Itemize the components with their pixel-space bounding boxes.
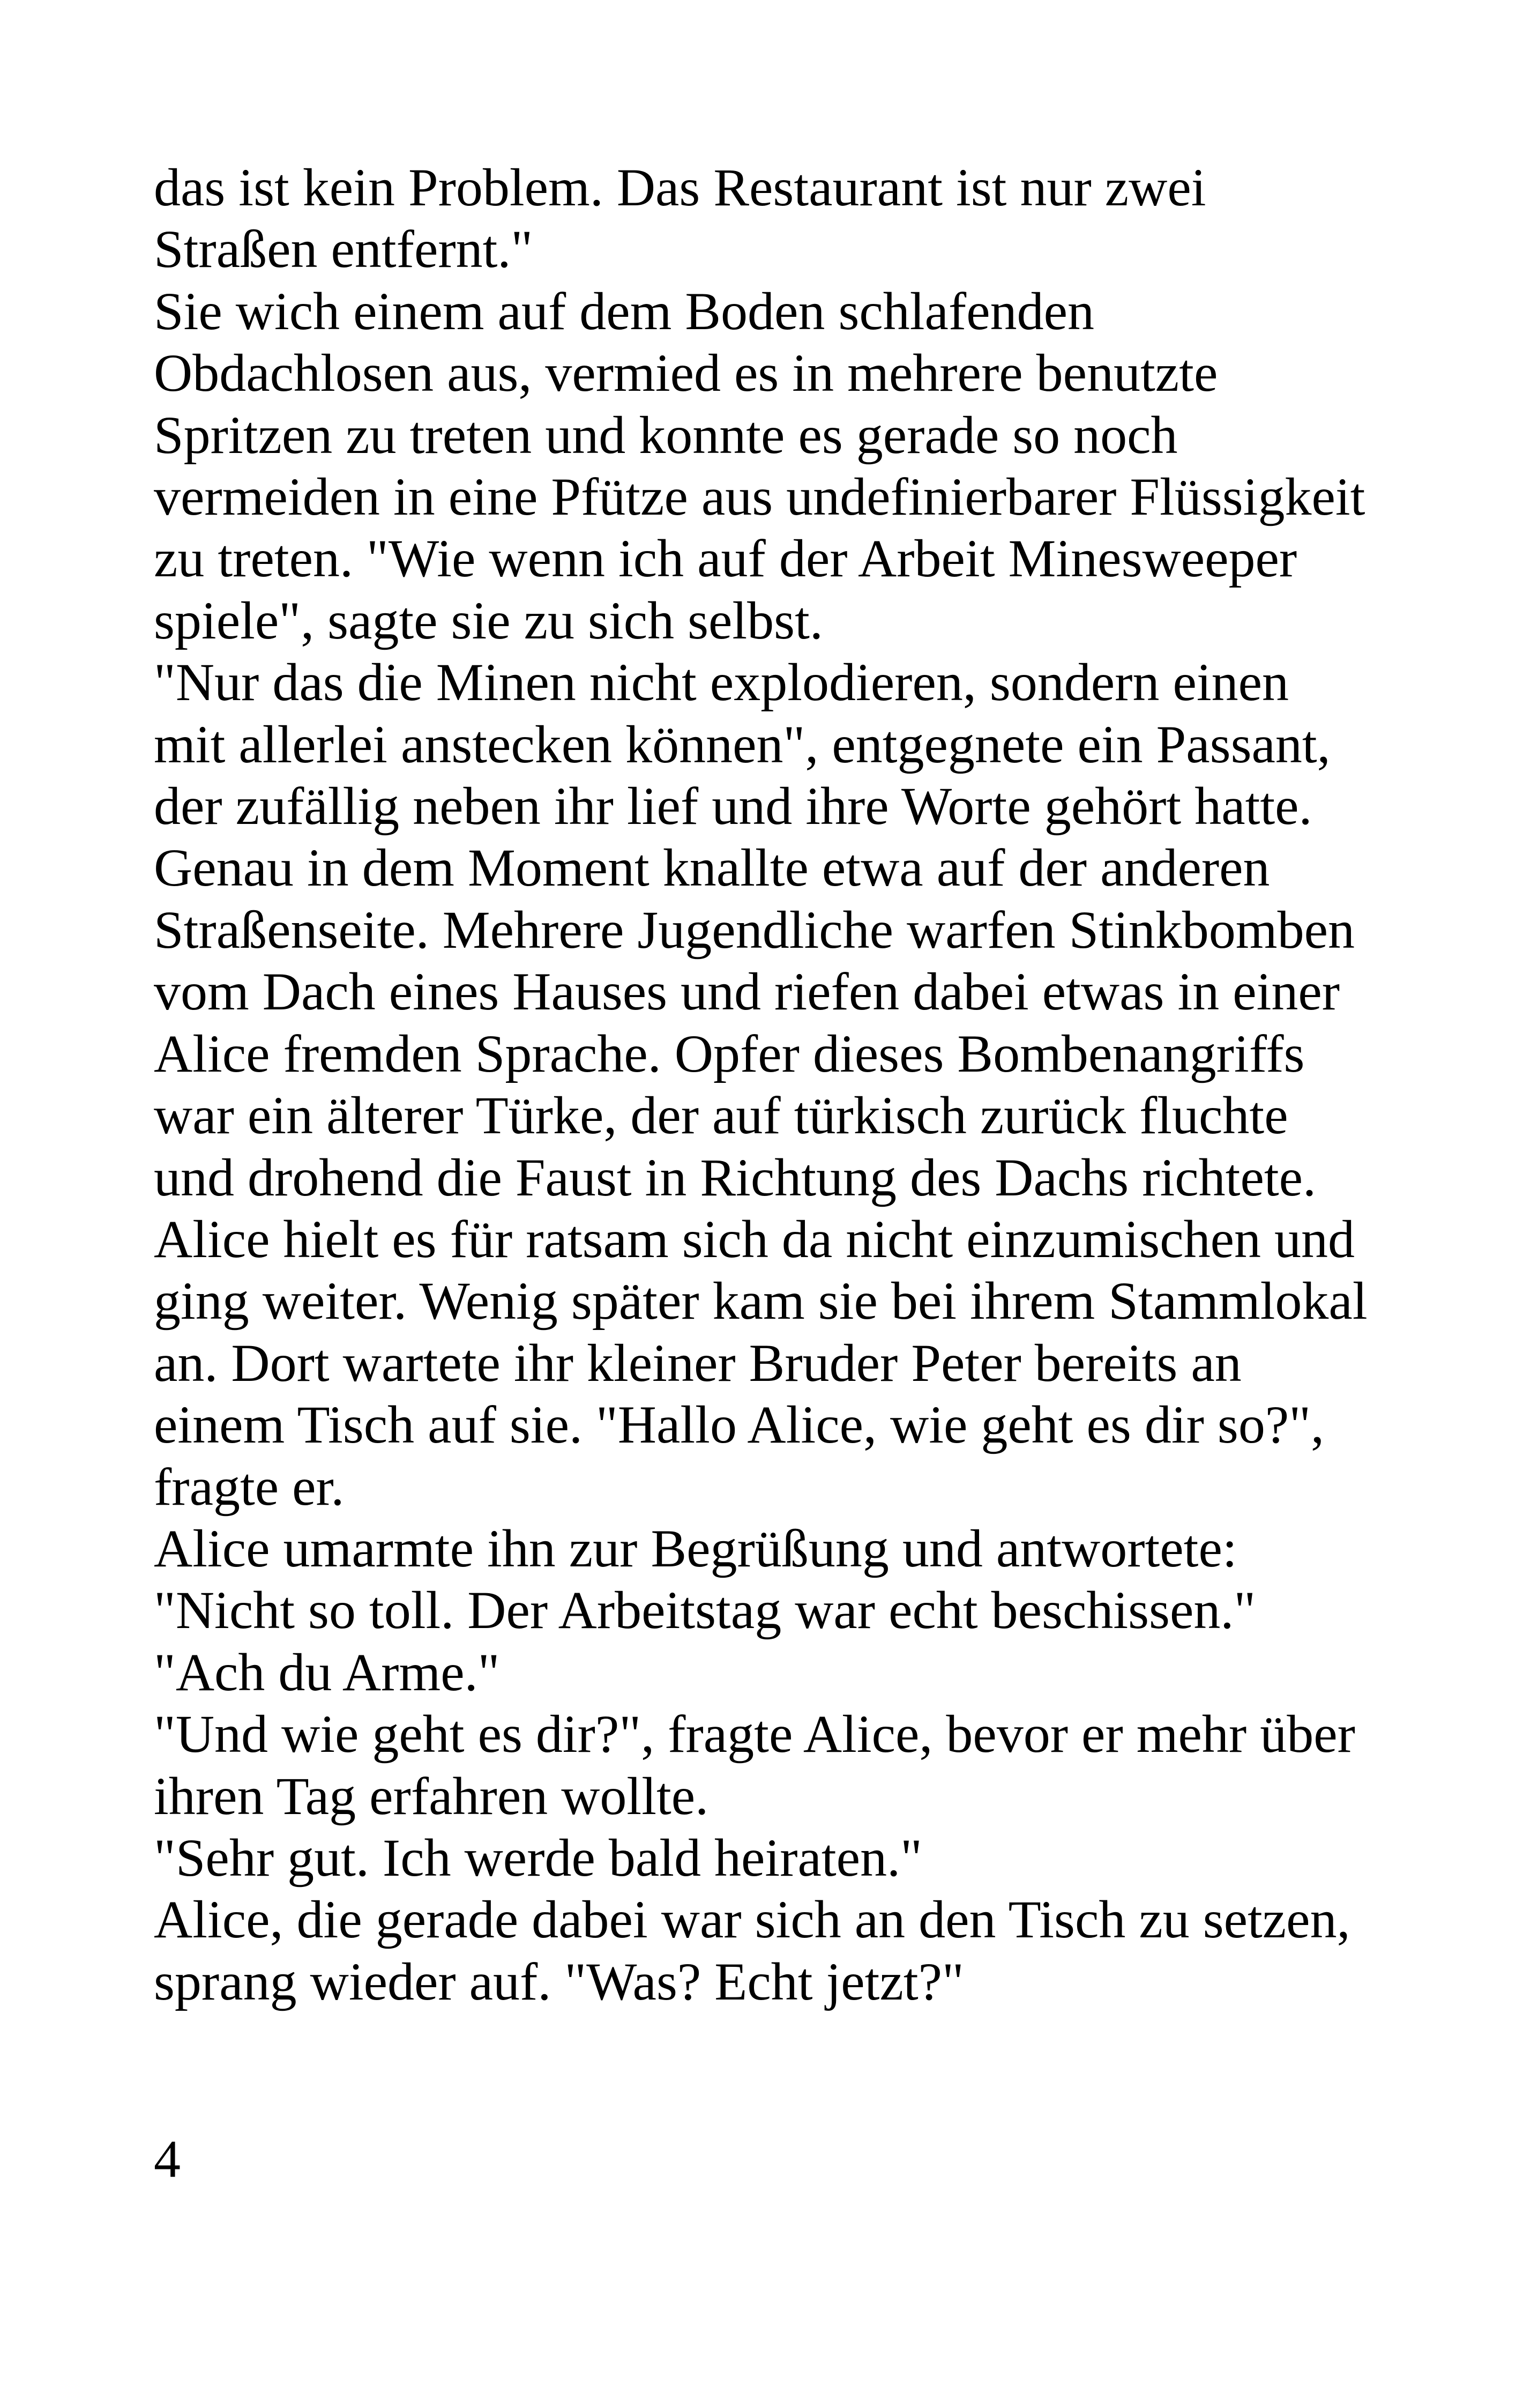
- text-line: Alice hielt es für ratsam sich da nicht einzumischen und: [154, 1209, 1355, 1269]
- text-line: Obdachlosen aus, vermied es in mehrere benutzte: [154, 343, 1218, 403]
- text-line: "Nicht so toll. Der Arbeitstag war echt beschissen.": [154, 1580, 1256, 1640]
- text-line: ihren Tag erfahren wollte.: [154, 1766, 709, 1826]
- body-text: [154, 157, 1408, 2012]
- text-line: Straßen entfernt.": [154, 219, 533, 279]
- text-line: "Und wie geht es dir?", fragte Alice, bevor er mehr über: [154, 1704, 1355, 1764]
- text-line: einem Tisch auf sie. "Hallo Alice, wie geht es dir so?",: [154, 1395, 1325, 1455]
- text-line: ging weiter. Wenig später kam sie bei ihrem Stammlokal: [154, 1271, 1368, 1331]
- text-line: an. Dort wartete ihr kleiner Bruder Peter bereits an: [154, 1333, 1242, 1393]
- text-line: "Nur das die Minen nicht explodieren, sondern einen: [154, 652, 1289, 712]
- text-line: spiele", sagte sie zu sich selbst.: [154, 590, 823, 650]
- text-line: sprang wieder auf. "Was? Echt jetzt?": [154, 1951, 964, 2011]
- text-line: mit allerlei anstecken können", entgegnete ein Passant,: [154, 714, 1331, 774]
- text-line: zu treten. "Wie wenn ich auf der Arbeit Minesweeper: [154, 529, 1297, 589]
- text-line: der zufällig neben ihr lief und ihre Worte gehört hatte.: [154, 776, 1312, 836]
- text-line: und drohend die Faust in Richtung des Dachs richtete.: [154, 1147, 1316, 1207]
- text-line: Straßenseite. Mehrere Jugendliche warfen Stinkbomben: [154, 900, 1355, 960]
- text-line: Alice fremden Sprache. Opfer dieses Bombenangriffs: [154, 1023, 1305, 1083]
- text-line: "Sehr gut. Ich werde bald heiraten.": [154, 1827, 922, 1887]
- text-line: vom Dach eines Hauses und riefen dabei etwas in einer: [154, 962, 1340, 1022]
- text-line: "Ach du Arme.": [154, 1642, 500, 1702]
- text-line: Genau in dem Moment knallte etwa auf der anderen: [154, 838, 1270, 898]
- text-line: Sie wich einem auf dem Boden schlafenden: [154, 281, 1094, 341]
- text-line: Spritzen zu treten und konnte es gerade so noch: [154, 405, 1178, 465]
- text-line: das ist kein Problem. Das Restaurant ist nur zwei: [154, 158, 1206, 217]
- text-line: vermeiden in eine Pfütze aus undefinierbarer Flüssigkeit: [154, 467, 1365, 527]
- text-line: Alice umarmte ihn zur Begrüßung und antwortete:: [154, 1518, 1237, 1578]
- text-line: war ein älterer Türke, der auf türkisch zurück fluchte: [154, 1086, 1288, 1146]
- page-number: 4: [154, 2129, 181, 2189]
- text-line: Alice, die gerade dabei war sich an den Tisch zu setzen,: [154, 1890, 1350, 1950]
- text-line: fragte er.: [154, 1456, 345, 1517]
